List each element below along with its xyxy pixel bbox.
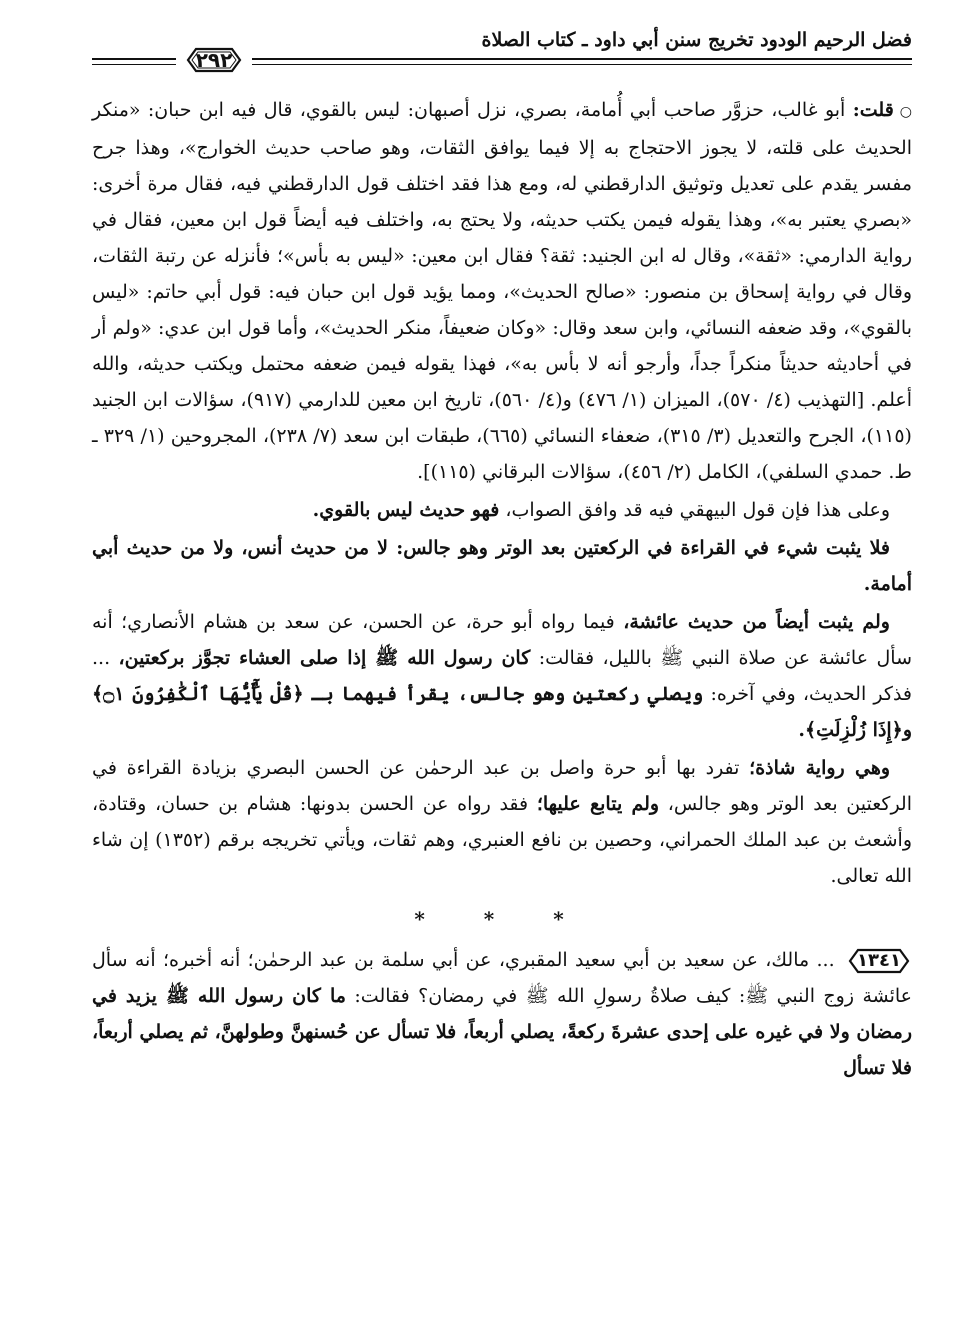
page-number: ٢٩٢ — [195, 48, 233, 72]
aisha-text-b: كان رسول الله ﷺ إذا صلى العشاء تجوَّز بركعتين، — [118, 647, 531, 669]
page-number-badge — [182, 45, 246, 75]
shadh-text-a: تفرد بها أبو حرة واصل بن عبد الرحمٰن عن الحسن البصري بزيادة القراءة في الركعتين بعد الوتر وهو جالس، — [92, 757, 912, 815]
section-separator: * * * — [414, 907, 590, 931]
paragraph-shadh — [92, 750, 912, 894]
aisha-lead: ولم يثبت أيضاً من حديث عائشة، — [623, 611, 890, 633]
aisha-text-c: ... فذكر الحديث، وفي آخره: — [92, 647, 913, 705]
aisha-text-a: فيما رواه أبو حرة، عن الحسن، عن سعد بن هشام الأنصاري؛ أنه سأل عائشة عن صلاة النبي ﷺ بالليل، فقالت: — [92, 611, 912, 669]
conclusion-verdict: فهو حديث ليس بالقوي. — [312, 499, 500, 521]
shadh-text-b: ولم يتابع عليها؛ — [536, 793, 660, 815]
header-rule — [92, 64, 176, 65]
note-lead: قلت: — [852, 99, 894, 121]
book-page — [92, 0, 912, 1343]
paragraph-aisha — [92, 604, 912, 748]
circle-bullet-icon: ○ — [899, 104, 912, 120]
shadh-lead: وهي رواية شاذة؛ — [749, 757, 891, 779]
note-text: أبو غالب، حزوَّر صاحب أبي أُمامة، بصري، نزل أصبهان: ليس بالقوي، قال فيه ابن حبان: «منكر الحديث على قلته، لا يجوز الاحتجاج به إلا فيما يوافق الثقات، وهو صاحب حديث الخوارج»، وهذا جرح مفسر يقدم على تعديل وتوثيق الدارقطني له، ومع هذا فقد اختلف قول الدارقطني فيه، فقال مرة أخرى: «بصري يعتبر به»، وهذا يقوله فيمن يكتب حديثه، ولا يحتج به، واختلف فيه أيضاً قول ابن معين، فقال في رواية الدارمي: «ثقة»، وقال له ابن الجنيد: ثقة؟ فقال ابن معين: «ليس به بأس»؛ فأنزله عن رتبة الثقات، وقال في رواية إسحاق بن منصور: «صالح الحديث»، ومما يؤيد قول ابن حبان فيه: قول أبي حاتم: «ليس بالقوي»، وقد ضعفه النسائي، وابن سعد وقال: «وكان ضعيفاً، منكر الحديث»، وأما قول ابن عدي: «ولم أر في أحاديثه حديثاً منكراً جداً، وأرجو أنه لا بأس به»، فهذا يقوله فيمن ضعفه محتمل ويكتب حديثه، والله أعلم. [التهذيب (٤/ ٥٧٠)، الميزان (١/ ٤٧٦) و(٤/ ٥٦٠)، تاريخ ابن معين للدارمي (٩١٧)، سؤالات ابن الجنيد (١١٥)، الجرح والتعديل (٣/ ٣١٥)، ضعفاء النسائي (٦٦٥)، طبقات ابن سعد (٧/ ٢٣٨)، المجروحين (١/ ٣٢٩ ـ ط. حمدي السلفي)، الكامل (٢/ ٤٥٦)، سؤالات البرقاني (١١٥)]. — [92, 99, 912, 483]
header-rule — [92, 58, 176, 60]
paragraph-ruling — [92, 530, 912, 602]
paragraph-conclusion — [92, 492, 912, 528]
hadith-number: ١٣٤١ — [857, 950, 901, 971]
hadith-text-a: ... مالك، عن سعيد بن أبي سعيد المقبري، عن أبي سلمة بن عبد الرحمٰن؛ أنه أخبره؛ أنه سأل عائشة زوج النبي ﷺ: كيف صلاةُ رسولِ الله ﷺ في رمضان؟ فقالت: — [92, 949, 912, 1007]
page-body — [92, 92, 912, 1086]
hadith-text-b: ما كان رسول الله ﷺ يزيد في رمضان ولا في غيره على إحدى عشرةَ ركعةً، يصلي أربعاً، فلا تسأل عن حُسنهنَّ وطولهنَّ، ثم يصلي أربعاً، فلا تسأل — [92, 985, 912, 1079]
hadith-number-badge — [846, 947, 912, 975]
paragraph-note — [92, 92, 912, 490]
ruling-text: فلا يثبت شيء في القراءة في الركعتين بعد الوتر وهو جالس: لا من حديث أنس، ولا من حديث أبي أمامة. — [92, 537, 912, 595]
aisha-text-d: ويصلي ركعتين وهو جالس، يقرأ فيهما بـ ﴿قُلْ يَٰٓأَيُّهَا ٱلْكَٰفِرُونَ ۝١﴾ و﴿إِذَا زُلْزِلَتِ﴾. — [92, 683, 912, 741]
running-title: فضل الرحيم الودود تخريج سنن أبي داود ـ كتاب الصلاة — [481, 29, 912, 51]
conclusion-text: وعلى هذا فإن قول البيهقي فيه قد وافق الصواب، — [505, 499, 890, 521]
header-rule — [252, 64, 912, 65]
hadith-entry — [92, 942, 912, 1086]
header-rule — [252, 58, 912, 60]
shadh-text-c: فقد رواه عن الحسن بدونها: هشام بن حسان، وقتادة، وأشعث بن عبد الملك الحمراني، وحصين بن نافع العنبري، وهم ثقات، ويأتي تخريجه برقم (١٣٥٢) إن شاء الله تعالى. — [92, 793, 912, 887]
